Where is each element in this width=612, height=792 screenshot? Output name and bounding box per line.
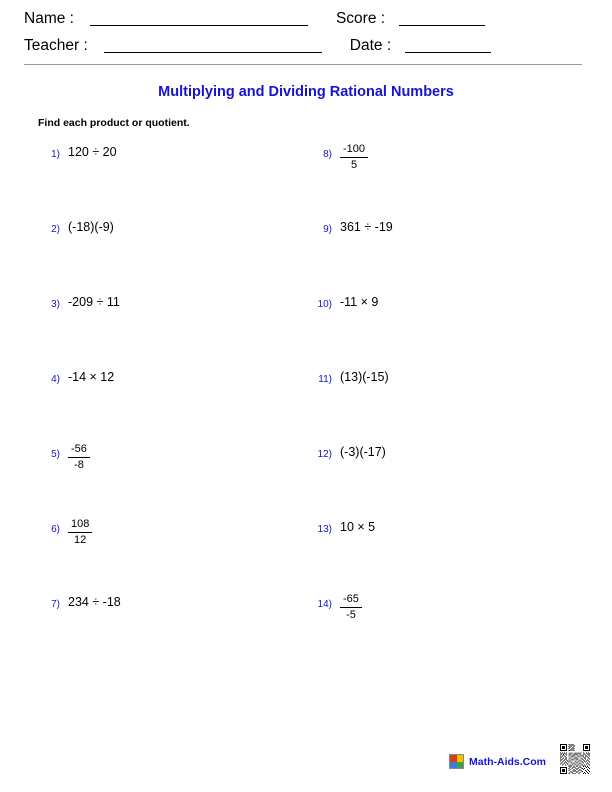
- worksheet-header: [0, 0, 612, 69]
- brand[interactable]: [449, 754, 546, 769]
- problem-number: 6): [51, 524, 60, 535]
- problem-item: [34, 368, 284, 443]
- problem-item: [306, 593, 556, 668]
- fraction: [340, 143, 368, 171]
- problem-expression: -14 × 12: [68, 370, 115, 384]
- problem-item: [34, 293, 284, 368]
- fraction: [68, 443, 90, 471]
- header-row-teacher: [24, 37, 582, 55]
- fraction: [68, 518, 92, 546]
- problem-item: [306, 368, 556, 443]
- problem-expression: [68, 443, 90, 471]
- problem-item: [306, 143, 556, 218]
- fraction-numerator: -100: [340, 143, 368, 158]
- problem-expression: 120 ÷ 20: [68, 145, 117, 159]
- problem-expression: -209 ÷ 11: [68, 295, 120, 309]
- problem-expression: 361 ÷ -19: [340, 220, 393, 234]
- problem-number: 11): [318, 374, 332, 385]
- header-row-name: [24, 10, 582, 28]
- date-label: Date :: [349, 37, 392, 54]
- problem-number: 4): [51, 374, 60, 385]
- problem-number: 14): [317, 599, 332, 610]
- problem-item: [34, 443, 284, 518]
- problem-expression: -11 × 9: [340, 295, 379, 309]
- problem-item: [34, 143, 284, 218]
- problem-expression: [340, 143, 368, 171]
- fraction: [340, 593, 362, 621]
- brand-label: Math-Aids.Com: [469, 755, 546, 768]
- worksheet-footer: [0, 742, 612, 776]
- problem-item: [34, 218, 284, 293]
- problem-item: [34, 518, 284, 593]
- problem-expression: [340, 593, 362, 621]
- problem-number: 2): [51, 224, 60, 235]
- problem-expression: (-3)(-17): [340, 445, 386, 459]
- qr-code-icon: [560, 744, 590, 774]
- problem-number: 3): [51, 299, 60, 310]
- problem-area: [0, 143, 612, 703]
- teacher-label: Teacher :: [24, 37, 88, 54]
- fraction-denominator: 12: [74, 533, 87, 546]
- score-input[interactable]: [399, 11, 485, 26]
- problem-column-right: [306, 143, 556, 668]
- problem-number: 9): [323, 224, 332, 235]
- problem-expression: (-18)(-9): [68, 220, 114, 234]
- problem-number: 5): [51, 449, 60, 460]
- problem-item: [306, 218, 556, 293]
- problem-number: 1): [51, 149, 60, 160]
- problem-expression: (13)(-15): [340, 370, 389, 384]
- math-aids-logo-icon: [449, 754, 464, 769]
- problem-expression: [68, 518, 92, 546]
- name-label: Name :: [24, 10, 74, 27]
- fraction-denominator: 5: [350, 158, 358, 171]
- fraction-numerator: -65: [340, 593, 362, 608]
- instruction-text: Find each product or quotient.: [38, 117, 190, 129]
- problem-expression: 234 ÷ -18: [68, 595, 121, 609]
- fraction-denominator: -8: [74, 458, 84, 471]
- fraction-denominator: -5: [346, 608, 356, 621]
- teacher-input[interactable]: [104, 38, 322, 53]
- problem-number: 13): [317, 524, 332, 535]
- date-input[interactable]: [405, 38, 491, 53]
- fraction-numerator: -56: [68, 443, 90, 458]
- header-divider: [24, 64, 582, 65]
- problem-item: [306, 443, 556, 518]
- name-input[interactable]: [90, 11, 308, 26]
- problem-item: [306, 518, 556, 593]
- problem-item: [34, 593, 284, 668]
- problem-number: 12): [317, 449, 332, 460]
- problem-number: 7): [51, 599, 60, 610]
- problem-number: 8): [323, 149, 332, 160]
- problem-number: 10): [317, 299, 332, 310]
- problem-column-left: [34, 143, 284, 668]
- fraction-numerator: 108: [68, 518, 92, 533]
- problem-item: [306, 293, 556, 368]
- problem-expression: 10 × 5: [340, 520, 376, 534]
- score-label: Score :: [335, 10, 386, 27]
- page-title: Multiplying and Dividing Rational Numbers: [158, 84, 454, 100]
